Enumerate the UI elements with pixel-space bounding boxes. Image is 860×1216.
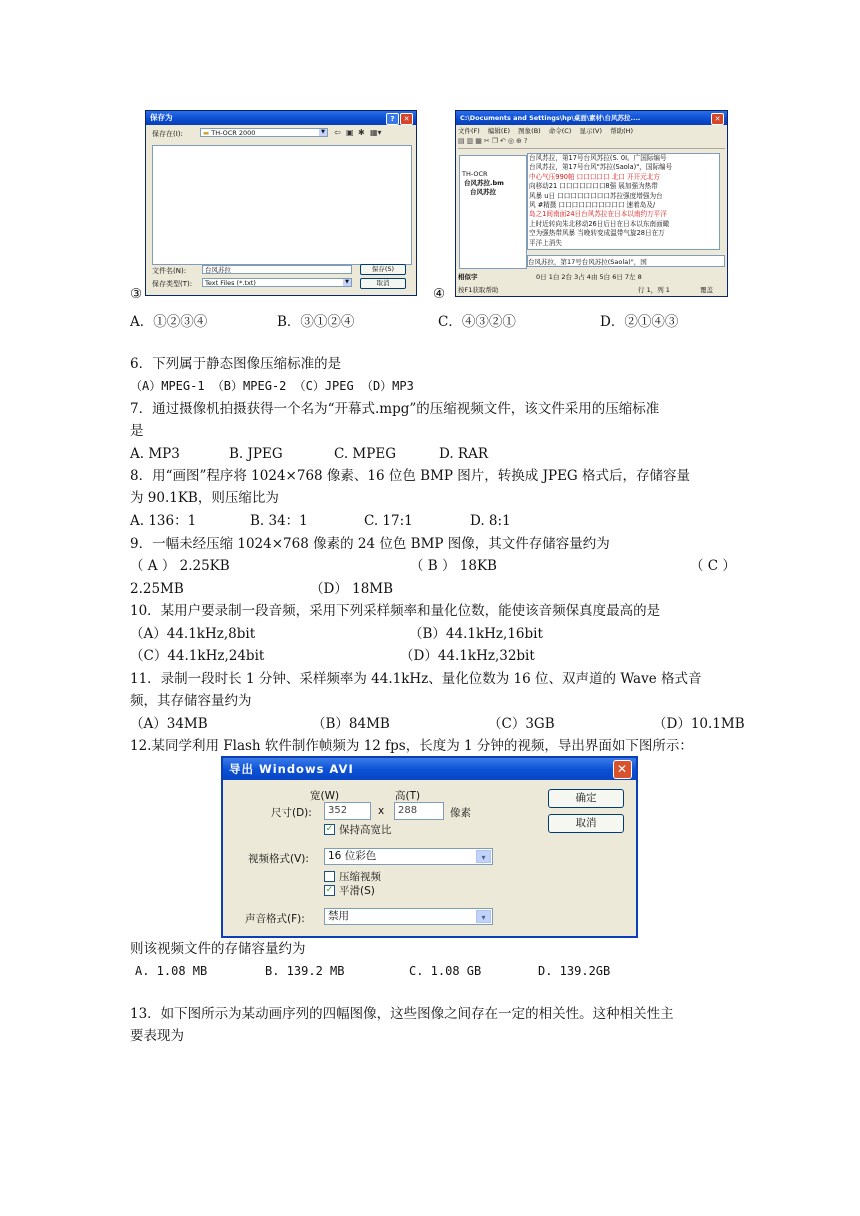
q9-option-d: （D） 18MB (310, 581, 394, 597)
save-button[interactable]: 保存(S) (360, 264, 406, 275)
doc-line: 空为强热带风暴 当晚转变成温带气旋28日在万 (529, 229, 665, 238)
ok-button[interactable]: 确定 (548, 789, 624, 808)
compress-video-checkbox[interactable] (324, 871, 335, 882)
cancel-button[interactable]: 取消 (548, 814, 624, 833)
height-label: 高(T) (395, 790, 421, 802)
candidate-text-box[interactable]: 台风苏拉，第17号台风苏拉(Saola)"，国 (527, 255, 725, 267)
q7-option-c: C. MPEG (334, 446, 396, 462)
status-mode: 覆盖 (700, 286, 713, 294)
q12-option-b: B. 139.2 MB (265, 964, 345, 978)
q7-option-a: A. MP3 (130, 446, 180, 462)
file-name-label: 文件名(N): (152, 267, 187, 275)
q8-option-b: B. 34：1 (250, 513, 308, 529)
menu-image[interactable]: 图象(B) (518, 127, 541, 135)
keep-ratio-checkbox[interactable]: ✓ (325, 824, 334, 834)
video-format-label: 视频格式(V): (248, 853, 309, 865)
zoom-icon[interactable]: ⊕ (516, 137, 524, 145)
q5-option-d: D．②①④③ (600, 314, 679, 330)
tree-root[interactable]: TH-OCR (462, 170, 488, 178)
q8-stem: 8．用“画图”程序将 1024×768 像素、16 位色 BMP 图片，转换成 JPEG 格式后，存储容量 (130, 468, 691, 484)
open-icon[interactable]: ▤ (458, 137, 467, 145)
file-type-select[interactable] (202, 278, 352, 287)
q7-stem-cont: 是 (130, 423, 144, 439)
cancel-button[interactable]: 取消 (360, 278, 406, 289)
video-format-select[interactable] (324, 848, 493, 865)
figure-4-marker: ④ (433, 286, 446, 302)
doc-line: 平洋上消失 (529, 238, 562, 247)
q6-options: （A）MPEG-1 （B）MPEG-2 （C）JPEG （D）MP3 (130, 379, 414, 393)
file-list[interactable] (152, 145, 412, 265)
q11-option-b: （B）84MB (312, 716, 390, 732)
q9-stem: 9．一幅未经压缩 1024×768 像素的 24 位色 BMP 图像，其文件存储容量约为 (130, 536, 610, 552)
chevron-down-icon: ▼ (343, 279, 351, 286)
width-input[interactable]: 352 (324, 802, 371, 820)
keep-ratio-label: 保持高宽比 (339, 824, 392, 836)
doc-line: 岛之1间南面24日台风苏拉在日本以南约万平洋 (529, 210, 667, 219)
chevron-down-icon: ▼ (319, 129, 327, 136)
doc-line: 风 #精摄 口口口口口口口口口口 速着岛及/ (529, 201, 656, 210)
menu-bar (458, 126, 639, 135)
save-as-dialog (145, 110, 417, 296)
q13-stem-cont: 要表现为 (130, 1028, 184, 1044)
file-type-label: 保存类型(T): (152, 280, 193, 288)
tree-item-text[interactable]: 台风苏拉 (470, 188, 496, 196)
toolbar (458, 137, 725, 149)
close-button[interactable]: ✕ (711, 113, 724, 125)
undo-icon[interactable]: ↶ (500, 137, 508, 145)
q7-option-d: D. RAR (439, 446, 489, 462)
q6-stem: 6．下列属于静态图像压缩标准的是 (130, 356, 342, 372)
smooth-checkbox[interactable]: ✓ (325, 885, 334, 895)
doc-line: 台风苏拉，第17号台风苏拉(S. 0I。广国际编号 (529, 154, 667, 162)
save-as-titlebar (146, 111, 416, 125)
status-position: 行 1，列 1 (638, 286, 670, 294)
sound-format-select[interactable] (324, 908, 493, 925)
q9-option-b: （ B ） 18KB (410, 558, 497, 574)
file-tree (459, 155, 527, 269)
cut-icon[interactable]: ✂ (483, 137, 492, 145)
menu-file[interactable]: 文件(F) (458, 127, 480, 135)
times-sign: x (378, 805, 385, 817)
q11-stem: 11．录制一段时长 1 分钟、采样频率为 44.1kHz、量化位数为 16 位、双声道的 Wave 格式音 (130, 671, 702, 687)
menu-command[interactable]: 命令(C) (548, 127, 572, 135)
q11-option-d: （D）10.1MB (653, 716, 745, 732)
back-icon[interactable]: ⇦ (334, 128, 341, 137)
menu-help[interactable]: 帮助(H) (610, 127, 634, 135)
help-icon[interactable]: ? (523, 137, 530, 145)
q10-option-b: （B）44.1kHz,16bit (409, 626, 543, 642)
doc-line: 中心气压990帕 口口口口口 北口 开开元北方 (529, 172, 660, 181)
compress-video-label: 压缩视频 (339, 871, 381, 883)
q11-option-a: （A）34MB (130, 716, 208, 732)
q11-stem-cont: 频，其存储容量约为 (130, 693, 252, 709)
q8-option-d: D. 8:1 (470, 513, 511, 529)
doc-line: 上时近转向朱北移动26日后日在日本以东南面瞰 (529, 219, 670, 228)
save-as-title: 保存为 (150, 113, 173, 122)
q5-option-a: A．①②③④ (130, 314, 208, 330)
q10-option-d: （D）44.1kHz,32bit (400, 648, 535, 664)
q12-stem: 12.某同学利用 Flash 软件制作帧频为 12 fps，长度为 1 分钟的视频，导出界面如下图所示： (130, 738, 693, 754)
q5-option-c: C．④③②① (438, 314, 516, 330)
avi-title: 导出 Windows AVI (229, 762, 354, 776)
video-format-value: 16 位彩色 (328, 850, 377, 862)
folder-icon: ▬ (203, 129, 212, 137)
help-button[interactable]: ? (386, 113, 399, 125)
status-bar (458, 285, 725, 294)
export-avi-dialog (221, 756, 638, 938)
file-type-value: Text Files (*.txt) (205, 279, 256, 287)
find-icon[interactable]: ◎ (507, 137, 517, 145)
q12-option-d: D. 139.2GB (538, 964, 611, 978)
q12-option-a: A. 1.08 MB (135, 964, 208, 978)
chevron-down-icon: ▾ (476, 850, 491, 863)
view-menu-icon[interactable]: ▦▾ (370, 128, 382, 137)
doc-line: 风暴 u日 口口口口口口口口苏拉强度增强为台 (529, 191, 663, 200)
q9-option-c-value: 2.25MB (130, 581, 184, 597)
save-in-value: TH-OCR 2000 (211, 129, 256, 137)
size-label: 尺寸(D): (271, 807, 312, 819)
up-folder-icon[interactable]: ▣ (346, 128, 354, 137)
q12-followup: 则该视频文件的存储容量约为 (130, 941, 306, 957)
sound-format-value: 禁用 (328, 910, 349, 922)
q13-stem: 13．如下图所示为某动画序列的四幅图像，这些图像之间存在一定的相关性。这种相关性主 (130, 1006, 674, 1022)
pixels-label: 像素 (450, 807, 471, 819)
ocr-titlebar (456, 111, 727, 125)
sound-format-label: 声音格式(F): (245, 913, 305, 925)
chevron-down-icon: ▾ (476, 910, 491, 923)
q12-option-c: C. 1.08 GB (409, 964, 482, 978)
file-name-input[interactable]: 台风苏拉 (202, 265, 352, 274)
save-in-label: 保存在(I): (152, 130, 183, 138)
q10-option-a: （A）44.1kHz,8bit (130, 626, 256, 642)
menu-view[interactable]: 显示(V) (579, 127, 602, 135)
q7-stem: 7．通过摄像机拍摄获得一个名为“开幕式.mpg”的压缩视频文件，该文件采用的压缩标准 (130, 401, 660, 417)
ocr-title: C:\Documents and Settings\hp\桌面\素材\台风苏拉.... (460, 114, 641, 122)
q11-option-c: （C）3GB (488, 716, 555, 732)
q8-option-a: A. 136：1 (130, 513, 197, 529)
menu-edit[interactable]: 编辑(E) (487, 127, 511, 135)
ocr-text-area[interactable] (527, 153, 720, 250)
q9-option-c: （ C ） (690, 558, 736, 574)
similar-label: 相似字 (458, 273, 478, 281)
new-folder-icon[interactable]: ✱ (358, 128, 365, 137)
q10-option-c: （C）44.1kHz,24bit (130, 648, 265, 664)
q7-option-b: B. JPEG (229, 446, 283, 462)
avi-titlebar (223, 758, 636, 780)
height-input[interactable]: 288 (394, 802, 444, 820)
doc-line: 向移动21 口口口口口口口8强 展加强为热带 (529, 182, 658, 191)
q5-option-b: B．③①②④ (277, 314, 355, 330)
figure-3-marker: ③ (130, 286, 143, 302)
close-button[interactable]: ✕ (400, 113, 413, 125)
doc-line: 台风苏拉，第17号台风"苏拉(Saola)"，国际编号 (529, 163, 673, 172)
q9-option-a: （ A ） 2.25KB (130, 558, 230, 574)
candidate-row (458, 272, 725, 281)
q8-stem-cont: 为 90.1KB，则压缩比为 (130, 490, 279, 506)
tree-item-image[interactable]: 台风苏拉.bm (464, 179, 504, 187)
print-icon[interactable]: ▦ (475, 137, 484, 145)
candidate-list[interactable]: 0日 1白 2台 3占 4由 5白 6日 7左 8 (536, 273, 642, 281)
q8-option-c: C. 17:1 (364, 513, 413, 529)
status-help: 按F1获取帮助 (458, 286, 499, 294)
q10-stem: 10．某用户要录制一段音频，采用下列采样频率和量化位数，能使该音频保真度最高的是 (130, 603, 661, 619)
width-label: 宽(W) (310, 790, 340, 802)
save-in-combo[interactable] (200, 128, 328, 137)
copy-icon[interactable]: ❐ (491, 137, 501, 145)
smooth-label: 平滑(S) (339, 885, 375, 897)
close-button[interactable]: ✕ (613, 760, 632, 779)
save-icon[interactable]: ▥ (466, 137, 476, 145)
ocr-window (455, 110, 728, 297)
